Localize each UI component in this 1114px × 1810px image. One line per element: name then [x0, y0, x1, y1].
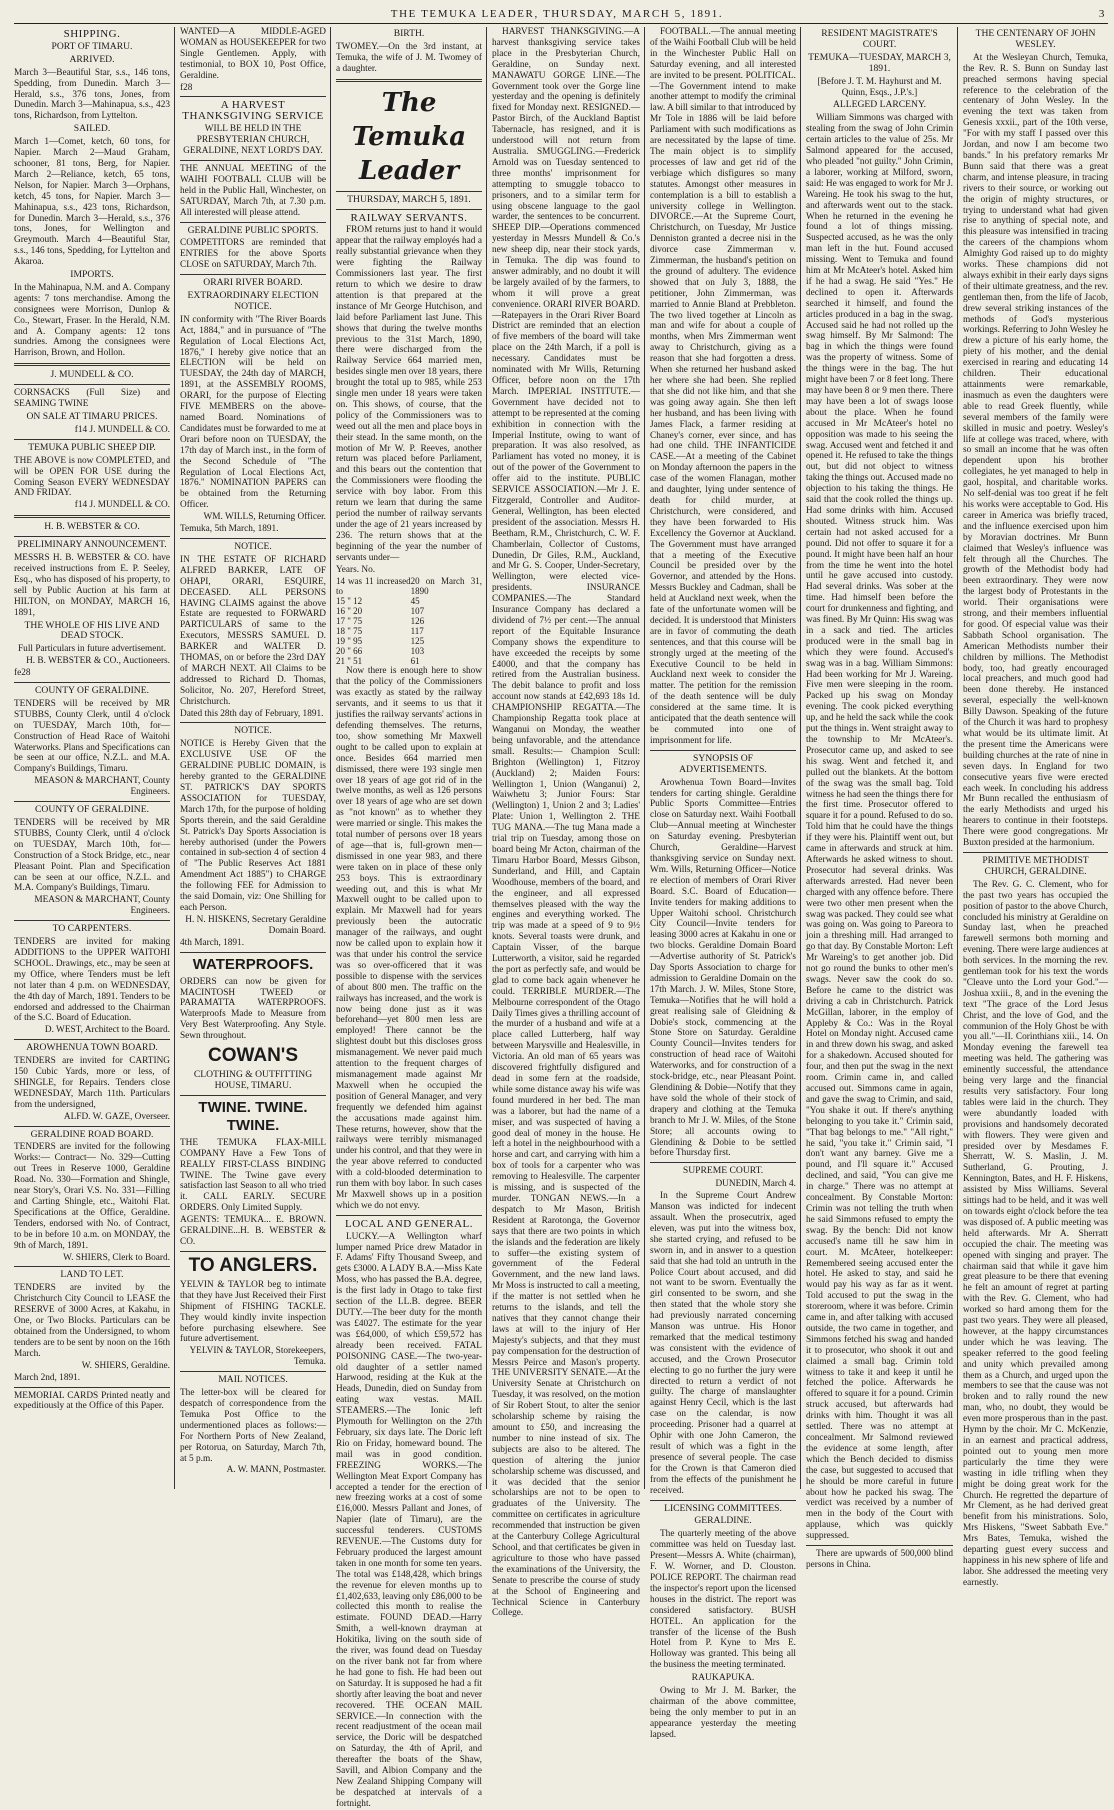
advert-text: TENDERS are invited by the Christchurch City Council to LEASE the RESERVE of 3000 Acres, at Kakahu, in One, or Two Blocks. Particulars can be obtained from the Undersigned, to whom tenders are to be sent by noon on the 16th March. — [14, 1283, 170, 1359]
divider — [336, 1215, 482, 1216]
advert-text: THE ANNUAL MEETING of the WAIHI FOOTBALL CLUB will be held in the Public Hall, Winchester, on SATURDAY, March 7th, at 7.30 p.m. All interested will please attend. — [180, 163, 326, 218]
divider — [650, 1162, 796, 1163]
advert-agents: AGENTS: TEMUKA... E. BROWN. GERALDINE...H. B. WEBSTER & CO. — [180, 1215, 326, 1247]
column-7 — [963, 27, 1108, 1588]
divider — [336, 209, 482, 210]
advert-text: IN conformity with "The River Boards Act, 1884," and in pursuance of "The Regulation of Local Elections Act, 1876," I hereby give notice that an ELECTION will be held on TUESDAY, the 24th day of MARCH, 1891, at the ASSEMBLY ROOMS, ORARI, for the purpose of Electing FIVE MEMBERS on the above-named Board. Nominations of Candidates must be forwarded to me at Orari before noon on TUESDAY, the 17th day of March inst., in the form of the Second Schedule of "The Regulation of Local Elections Act, 1876." NOMINATION PAPERS can be obtained from the Returning Officer. — [180, 314, 326, 511]
divider — [180, 1251, 326, 1252]
advert-signature: MEASON & MARCHANT, County Engineers. — [34, 776, 170, 798]
article-text: There are upwards of 500,000 blind persons in China. — [806, 1549, 953, 1570]
advert-text: ORDERS can now be given for MACINTOSH TWEED or PARAMATTA WATERPROOFS. Waterproofs Made to Measure from Very Best Waterproofing. Any Style. Sewn throughout. — [180, 976, 326, 1042]
page-number: 3 — [1098, 8, 1106, 20]
twine-heading: TWINE. TWINE. TWINE. — [198, 1098, 308, 1134]
divider — [180, 160, 326, 161]
article-subheading: RAUKAPUKA. — [691, 1672, 755, 1684]
table-row: 20 " 66 103 — [336, 646, 425, 657]
column-rule — [486, 27, 487, 1489]
article-bench: [Before J. T. M. Hayhurst and M. Quinn, Esqs., J.P.'s.] — [817, 76, 942, 98]
article-text: Owing to Mr J. M. Barker, the chairman of the above committee, being the only member to put in an appearance yesterday the meeting lapsed. — [650, 1686, 796, 1740]
advert-text: WANTED—A MIDDLE-AGED WOMAN as HOUSEKEEPER for two Single Gentlemen. Apply, with testimonial, to BOX 10, Post Office, Geraldine. — [180, 27, 326, 81]
advert-signature: WM. WILLS, Returning Officer. — [203, 512, 326, 523]
table-row: 19 " 95 125 — [336, 636, 425, 647]
column-rule — [800, 27, 801, 1489]
advert-text: TENDERS will be received by MR STUBBS, County Clerk, until 4 o'clock on TUESDAY, March 10th, for— Construction of Head Race of Waitohi Waterworks. Plans and Specifications can be seen at our office, N.Z.L. and M.A. Company's Buildings, Timaru. — [14, 698, 170, 775]
cowan-name: COWAN'S — [207, 1045, 299, 1067]
advert-text: TENDERS are invited for CARTING 150 Cubic Yards, more or less, of SHINGLE, for Repairs. Tenders close WEDNESDAY, March 11th. Particulars from the undersigned, — [14, 1056, 170, 1110]
anglers-heading: TO ANGLERS. — [188, 1254, 318, 1276]
column-rule — [330, 27, 331, 1489]
article-text: In the Supreme Court Andrew Manson was indicted for indecent assault. When the prosecutrix, aged eleven, was put into the witness box, she started crying, and refused to be sworn in, and in answer to a question said that she had told an untruth in the Police Court about accused, and did not want to be sworn. Eventually the girl consented to be sworn, and she then stated that the whole story she had previously narrated concerning Manson was untrue. His Honor remarked that the medical testimony was consistent with the evidence of accused, and the Crown Prosecutor electing to go no further the jury were directed to return a verdict of not guilty. The charge of manslaughter against Henry Cecil, which is the last case on the calendar, is now proceeding. Prisoner had a quarrel at Ophir with one John Cameron, the result of which was a fight in the presence of several people. The case for the Crown is that Cameron died from the effects of the punishment he received. — [650, 1191, 796, 1496]
advert-heading: ORARI RIVER BOARD. — [203, 277, 303, 289]
article-heading: THE CENTENARY OF JOHN WESLEY. — [975, 28, 1096, 50]
advert-heading: GERALDINE PUBLIC SPORTS. — [187, 224, 319, 236]
waterproofs-heading: WATERPROOFS. — [192, 955, 314, 973]
advert-heading: COUNTY OF GERALDINE. — [35, 685, 149, 697]
advert-signature: f14 J. MUNDELL & CO. — [74, 500, 170, 511]
divider — [180, 1371, 326, 1372]
advert-signature: W. SHIERS, Geraldine. — [81, 1360, 170, 1371]
divider — [14, 1266, 170, 1267]
divider — [180, 274, 326, 275]
advert-signature: D. WEST, Architect to the Board. — [44, 1025, 170, 1036]
arrived-label: ARRIVED. — [69, 53, 115, 65]
advert-signature: ALFD. W. GAZE, Overseer. — [63, 1111, 170, 1122]
advert-headline: CORNSACKS (Full Size) and SEAMING TWINE — [14, 388, 170, 410]
divider — [14, 439, 170, 440]
table-heading: Years. No. — [336, 564, 376, 575]
article-text: FOOTBALL.—The annual meeting of the Waihi Football Club will be held in the Winchester Public Hall on Saturday evening, and all interested are invited to be present. POLITICAL.—The Government intend to make another attempt to modify the criminal law. A bill similar to that introduced by Mr Tole in 1886 will be laid before Parliament with such modifications as are necessitated by the lapse of time. The main object is to simplify processes of law and get rid of the verbiage which disfigures so many statutes. Amongst other measures in contemplation is a bill to establish a university college in Wellington. DIVORCE.—At the Supreme Court, Christchurch, on Tuesday, Mr Justice Denniston granted a decree nisi in the divorce case Zimmerman v. Zimmerman, the husband's petition on the ground of adultery. The evidence showed that on July 3, 1888, the petitioner, John Zimmerman, was married to Annie Bland at Prebbleton. The two lived together at Lincoln as man and wife for about a couple of months, when Mrs Zimmerman went away to Christchurch, giving as a reason that she had forgotten a dress. When she returned her husband asked her where she had been. She replied that she did not like him, and that she was going away again. She then left her husband, and has been living with James Flack, a farmer residing at Chaney's corner, ever since, and has had one child. THE INFANTICIDE CASE.—At a meeting of the Cabinet on Monday afternoon the papers in the case of the women Flanagan, mother and daughter, lying under sentence of death for child murder, at Christchurch, were considered, and they have been forwarded to His Excellency the Governor at Auckland. The Government must have arranged that a meeting of the Executive Council be presided over by the Governor, and attended by the Hons. Messrs Buckley and Cadman, shall be held at Auckland next week, when the fate of the unfortunate women will be decided. It is understood that Ministers are in favor of commuting the death sentences, and that this course will be strongly urged at the meeting of the Executive Council to be held in Auckland next week to consider the matter. The petition for the remission of the death sentence will be duly considered at the same time. It is anticipated that the death sentence will be commuted into one of imprisonment for life. — [650, 27, 796, 746]
masthead — [0, 8, 1114, 20]
advert-text: IN THE ESTATE OF RICHARD ALFRED BARKER, LATE OF OHAPI, ORARI, ESQUIRE, DECEASED. ALL PERSONS HAVING CLAIMS against the above Estate are requested to FORWARD PARTICULARS of same to the Executors, MESSRS SAMUEL D. BARKER and WALTER D. THOMAS, on or before the 23rd DAY of MARCH NEXT. All Claims to be addressed to Richard D. Thomas, Solicitor, No. 207, Hereford Street, Christchurch. — [180, 554, 326, 707]
article-subheading: ALLEGED LARCENY. — [832, 99, 927, 111]
divider — [650, 750, 796, 751]
advert-text: NOTICE is Hereby Given that the EXCLUSIVE USE OF the GERALDINE PUBLIC DOMAIN, is hereby granted to the GERALDINE ST. PATRICK'S DAY SPORTS ASSOCIATION for TUESDAY, March 17th, for the purpose of holding Sports therein, and the said Geraldine St. Patrick's Day Sports Association is hereby authorised (under the Powers contained in sub-section 4 of section 4 of "The Public Reserves Act 1881 Amendment Act 1885") to CHARGE the following FEE for Admission to the said Domain, viz: One Shilling for each Person. — [180, 739, 326, 913]
advert-date: 4th March, 1891. — [180, 937, 245, 948]
article-heading: LOCAL AND GENERAL. — [344, 1217, 474, 1230]
column-5 — [650, 27, 796, 1740]
table-row: 16 " 20 107 — [336, 606, 425, 617]
advert-text: YELVIN & TAYLOR beg to intimate that they have Just Received their First Shipment of FISHING TACKLE. They would kindly invite inspection before purchasing elsewhere. See future advertisement. — [180, 1279, 326, 1345]
article-text: HARVEST THANKSGIVING.—A harvest thanksgiving service takes place in the Presbyterian Church, Geraldine, on Sunday next. MANAWATU GORGE LINE.—The Government took over the Gorge line yesterday and the opening is definitely fixed for Monday next. RESIGNED.—Pastor Birch, of the Auckland Baptist Tabernacle, has resigned, and it is understood will not return from Australia. SMUGGLING.—Frederick Arnold was on Tuesday sentenced to three months' imprisonment for attempting to smuggle tobacco to prisoners, and to a similar term for using obscene language to the gaol warder, the sentences to be concurrent. SHEEP DIP.—Operations commenced yesterday in Messrs Mundell & Co.'s new sheep dip, near their stock yards, in Temuka. The dip was found to answer admirably, and no doubt it will be largely availed of by the farmers, to whom it will prove a great convenience. ORARI RIVER BOARD.—Ratepayers in the Orari River Board District are reminded that an election of five members of the board will take place on the 24th March, if a poll is necessary. Candidates must be nominated with Mr Wills, Returning Officer, before noon on the 17th March. IMPERIAL INSTITUTE.—Government have decided not to attempt to be represented at the coming exhibition in connection with the Imperial Institute, owing to want of preparation. It was also resolved, as Parliament has voted no money, it is out of the power of the Government to offer aid to the institute. PUBLIC SERVICE ASSOCIATION.—Mr J. E. Fitzgerald, Controller and Auditor-General, Wellington, has been elected president of the association. Messrs H. Beetham, R.M., Christchurch, C. W. F. Chamberlain, Collector of Customs, Dunedin, Dr Giles, R.M., Auckland, and Mr G. S. Cooper, Under-Secretary, Wellington, were elected vice-presidents. INSURANCE COMPANIES.—The Standard Insurance Company has declared a dividend of 7½ per cent.—The annual report of the Equitable Insurance Company shows the expenditure to have exceeded the receipts by some £4000, and that the company has retired from the Australian business. The debit balance to profit and loss account now stands at £42,693 18s 1d. CHAMPIONSHIP REGATTA.—The Championship Regatta took place at Wanganui on Monday, the weather being unfavorable, and the attendance small. Results:— Champion Scull: Brighton (Wellington) 1, Fitzroy (Auckland) 2; Maiden Fours: Wellington 1, Union (Wanganui) 2, Waiwhetu 3; Junior Fours: Star (Wellington) 1, Union 2 and 3; Ladies' Plate: Union 1, Wellington 2. THE TUG MANA.—The tug Mana made a trial trip on Tuesday, among those on board being Mr Acton, chairman of the Timaru Harbor Board, Messrs Gibson, Sunderland, and Hill, and Captain Woodhouse, members of the board, and the engineer, and all expressed themselves pleased with the way the engines and everything worked. The trip was made at a speed of 9 to 9½ knots. Several toasts were drunk, and Captain Visser, of the barque Lutterworth, a visitor, said he regarded the port as perfectly safe, and would be glad to come back again whenever he could. TERRIBLE MURDER.—The Melbourne correspondent of the Otago Daily Times gives a thrilling account of the murder of a husband and wife at a place called Lutterberg, half way between Marysville and Healesville, in Victoria. An old man of 65 years was discovered frightfully disfigured and dead in some fern at the roadside, while some distance away his wife was found murdered in her bed. The man was a laborer, but had the name of a miser, and was suspected of having a good deal of money in the house. He left a hotel in the neighbourhood with a horse and cart, and carrying with him a box of tools for a carpenter who was removing to Healesville. The carpenter is missing, and is suspected of the murder. TONGAN NEWS.—In a despatch to Mr Mason, British Resident at Rarotonga, the Governor says that there are two points in which the islands and the federation are likely to suffer—the existing system of government of the Federal Government, and the new land laws. Mr Moss is instructed to call a meeting, if the matter is not settled when he returns to the islands, and tell the natives that they cannot change their laws at will to the injury of Her Majesty's subjects, and that they must pay compensation for the destruction of Messrs Peirce and Mason's property. THE UNIVERSITY SENATE.—At the University Senate at Christchurch on Tuesday, it was resolved, on the motion of Sir Robert Stout, to alter the senior scholarship scheme by raising the amount to £50, and increasing the number to nine instead of six. The subjects are also to be altered. The question of altering the junior scholarship scheme was discussed, and it was decided that the senior scholarships are not to be open to graduates of the University. The committee on certificates in agriculture recommended that instruction be given at the Canterbury College Agricultural School, and that certificates be given in agriculture to those who have passed the examinations of the University, the Senate to prescribe the course of study at the School of Engineering and Technical Science in Canterbury College. — [492, 27, 640, 1619]
advert-signature: YELVIN & TAYLOR, Storekeepers, Temuka. — [189, 1346, 326, 1368]
advert-text: COMPETITORS are reminded that ENTRIES for the above Sports CLOSE on SATURDAY, March 7th. — [180, 238, 326, 271]
advert-text: MEMORIAL CARDS Printed neatly and expeditiously at the Office of this Paper. — [14, 1390, 170, 1412]
column-4 — [492, 27, 640, 1619]
advert-text: TENDERS are invited for the following Works:— Contract— No. 329—Cutting out Trees in Reserve 1000, Geraldine Road. No. 330—Formation and Shingle, near Story's, Orari V.S. No. 331—Filling and Carting Shingle, etc., Waitohi Flat. Specifications at the Office, Geraldine. Tenders, endorsed with No. of Contract, to be in before 10 a.m. on MONDAY, the 9th of March, 1891. — [14, 1142, 170, 1251]
advert-date: March 2nd, 1891. — [14, 1372, 81, 1383]
divider — [336, 191, 482, 192]
article-text: At the Wesleyan Church, Temuka, the Rev. R. S. Bunn on Sunday last preached sermons having special reference to the celebration of the centenary of John Wesley. In the evening the text was taken from Genesis xxxii., part of the 10th verse, "For with my staff I passed over this Jordan, and now I am become two bands." In his prefatory remarks Mr Bunn said that there was a great charm, and intense pleasure, in tracing rivers to their source, or working out the origin of mighty structures, or trying to understand what had given rise to anything of special note, and this pleasure was intensified in tracing the careers of the champions whom Almighty God raised up to do mighty works. These champions did not always exhibit in their early days signs of their ultimate greatness, and the rev. gentleman then, from the life of Jacob, drew several striking instances of the methods of God's mysterious workings. Referring to John Wesley he drew a picture of his early home, the piety of his mother, and the denial exercised in rearing and educating 14 children. Their educational attainments were remarkable, inasmuch as even the daughters were able to read Greek fluently, while several members of the family were skilled in music and poetry. Wesley's life at college was traced, where, with so small an income that he was often dependent upon his brother collegiates, he yet managed to help in gaol, hospital, and charitable works. No self-denial was too great if he felt his works were acceptable to God. His career in America was briefly traced, and the influence exercised upon him by Moravian doctrines. Mr Bunn claimed that Wesley's influence was felt through all the Churches. The growth of the Methodist body had been extraordinary. They were now the largest body of Protestants in the world. Their organisations were strong, and their members influential for good. Of especial value was their Sabbath School organisation. The American Methodists number their children by millions. The Methodist body, too, had greatly encouraged local preachers, and much good had been done thereby. He instanced several, especially the well-known Billy Dawson. Speaking of the future of the Church it was hard to prophesy what would be its ultimate limit. At the present time the Americans were building churches at the rate of nine in seven days. In England for two consecutive years five were erected each week. In concluding his address Mr Bunn recalled the enthusiasm of the early Methodists and urged his hearers to continue in their footsteps. There were good congregations. Mr Buxton presided at the harmonium. — [963, 52, 1108, 849]
advert-date: Temuka, 5th March, 1891. — [180, 524, 279, 535]
advert-heading: COUNTY OF GERALDINE. — [35, 804, 149, 816]
advertiser-name: H. B. WEBSTER & CO. — [44, 521, 140, 533]
advert-text: THE TEMUKA FLAX-MILL COMPANY Have a Few Tons of REALLY FIRST-CLASS BINDING TWINE. The Twine gave every satisfaction last Season to all who tried it. CALL EARLY. SECURE ORDERS. Only Limited Supply. — [180, 1137, 326, 1214]
column-2 — [180, 27, 326, 1485]
shipping-heading: SHIPPING. — [63, 28, 121, 40]
birth-text: TWOMEY.—On the 3rd instant, at Temuka, the wife of J. M. Twomey of a daughter. — [336, 41, 482, 74]
table-row: 21 " 51 61 — [336, 656, 420, 667]
imports-text: In the Mahinapua, N.M. and A. Company agents: 7 tons merchandise. Among the consignees were Morrison, Dunlop & Co., Stewart, Fraser. In the Herald, N.M. and A. Company agents: 12 tons sundries. Among the consignees were Harrison, Brown, and Hollon. — [14, 282, 170, 359]
sailed-list: March 1—Comet, ketch, 60 tons, for Napier. March 2—Maud Graham, schooner, 81 tons, Berg, for Napier. March 2—Reliance, ketch, 65 tons, Nelson, for Napier. March 3—Orphans, ketch, 45 tons, for Napier. March 3—Mahinapua, s.s., 423 tons, Richardson, for Dunedin. March 3—Herald, s.s., 376 tons, Jones, for Wellington and Greymouth. March 4—Beautiful Star, s.s., 146 tons, Spedding, for Lyttelton and Akaroa. — [14, 137, 170, 268]
nameplate: The Temuka Leader — [351, 87, 467, 186]
divider — [14, 1126, 170, 1127]
advert-heading: PRELIMINARY ANNOUNCEMENT. — [17, 539, 167, 551]
advert-heading: A HARVEST THANKSGIVING SERVICE — [182, 99, 324, 123]
advert-ref: f28 — [180, 82, 193, 93]
table-row: 15 " 12 45 — [336, 596, 420, 607]
article-heading: RESIDENT MAGISTRATE'S COURT. — [821, 28, 938, 50]
advert-text: The letter-box will be cleared for despatch of correspondence from the Temuka Post Office to the undermentioned places as follows:— For Northern Ports of New Zealand, per Rotorua, on Saturday, March 7th, at 5 p.m. — [180, 1388, 326, 1464]
divider — [14, 363, 170, 366]
advert-signature: MEASON & MARCHANT, County Engineers. — [34, 895, 170, 917]
advert-text: MESSRS H. B. WEBSTER & CO. have received instructions from E. P. Seeley, Esq., who has disposed of his property, to sell by Public Auction at his farm at HILTON, on MONDAY, MARCH 16, 1891, — [14, 553, 170, 618]
arrived-list: March 3—Beautiful Star, s.s., 146 tons, Spedding, from Dunedin. March 3—Herald, s.s., 376 tons, Jones, from Dunedin. March 3—Mahinapua, s.s., 423 tons, Richardson, from Lyttelton. — [14, 67, 170, 122]
article-dateline: DUNEDIN, March 4. — [715, 1179, 796, 1190]
advert-text: THE ABOVE is now COMPLETED, and will be OPEN FOR USE during the Coming Season EVERY WEDNESDAY AND FRIDAY. — [14, 455, 170, 499]
article-subheading: GERALDINE. — [694, 1515, 752, 1527]
divider — [336, 79, 482, 82]
divider — [14, 1039, 170, 1040]
advert-heading: MAIL NOTICES. — [218, 1374, 288, 1386]
divider — [14, 682, 170, 683]
article-text: FROM returns just to hand it would appear that the railway employés had a really substantial grievance when they were fighting the Railway Commissioners last year. The first return to which we desire to draw attention is that prepared at the instance of Mr George Hutchison, and laid before Parliament last June. This shows that during the twelve months previous to the 31st March, 1890, there were discharged from the Railway Service 664 married men, besides single men over 18 years, there brought the total up to 985, while 253 single men under 18 years were taken on. This shows, of course, that the policy of the Commissioners was to weed out all the men and place boys in their stead. In the same month, on the motion of Mr W. P. Reeves, another return was placed before Parliament, and this bears out the contention that the Commissioners were flooding the service with boy labor. From this return we learn that during the same period the number of railway servants under the age of 21 years increased by 236. The return shows that at the beginning of the year the number of servants under— — [336, 225, 482, 563]
advert-heading: TO CARPENTERS. — [52, 923, 132, 935]
divider — [806, 1545, 953, 1546]
article-text: Now there is enough here to show that the policy of the Commissioners was exactly as stated by the railway servants, and it seems to us that it justifies the railway servants' actions in defending themselves. The returns, too, show something Mr Maxwell ought to be called upon to explain at once. Besides 664 married men dismissed, there were 193 single men over 18 years of age got rid of in the twelve months, as well as 126 persons over 18 years of age who are set down as "not known" as to whether they were married or single. This makes the total number of persons over 18 years of age—that is, full-grown men—dismissed in one year 983, and there were taken on in place of these only 253 boys. This is extraordinary weeding out, and this is what Mr Maxwell ought to be called upon to explain. Mr Maxwell had for years previously been the autocratic manager of the railways, and ought now be called upon to explain how it was that under his control the service was so over-officered that it was possible to dispense with the services of about 800 men. The traffic on the railways has increased, and the work is now being done just as it was beforehand—yet 800 men less are employed! There cannot be the slightest doubt but this discloses gross mismanagement. We never paid much attention to the frequent charges of mismanagement made against Mr Maxwell when he occupied the position of General Manager, and very frequently we defended him against the accusations made against him. These returns, however, show that the railways were terribly mismanaged under his control, and that they were in the year above referred to conducted with a cold-blooded determination to run them with boy labor. In such cases Mr Maxwell shows up in a position which we do not envy. — [336, 666, 482, 1211]
masthead-rule — [14, 23, 1108, 24]
advert-heading: TEMUKA PUBLIC SHEEP DIP. — [28, 441, 156, 453]
divider — [180, 1095, 326, 1096]
masthead-title: THE TEMUKA LEADER, THURSDAY, MARCH 5, 1891. — [390, 8, 724, 20]
advert-signature: H. N. HISKENS, Secretary Geraldine Domain Board. — [185, 914, 326, 936]
table-row: 18 " 75 117 — [336, 626, 424, 637]
article-heading: PRIMITIVE METHODIST CHURCH, GERALDINE. — [982, 854, 1089, 877]
column-1 — [14, 27, 170, 1485]
advert-subline: ON SALE AT TIMARU PRICES. — [26, 411, 158, 422]
advert-text: Full Particulars in future advertisement. — [18, 644, 166, 655]
article-text: The quarterly meeting of the above committee was held on Tuesday last. Present—Messrs A. White (chairman), F. W. Worner, and D. Clouston. POLICE REPORT. The chairman read the inspector's report upon the licensed houses in the district. The report was considered satisfactory. BUSH HOTEL. An application for the transfer of the license of the Bush Hotel from P. Kyne to Mrs E. Holloway was granted. This being all the business the meeting terminated. — [650, 1529, 796, 1671]
divider — [14, 1387, 170, 1388]
divider — [963, 852, 1108, 853]
divider — [180, 96, 326, 97]
column-6 — [806, 27, 953, 1570]
table-row: 17 " 75 126 — [336, 616, 425, 627]
advert-text: TENDERS are invited for making ADDITIONS to the UPPER WAITOHI SCHOOL. Drawings, etc., may be seen at my Office, where Tenders must be left not later than 4 p.m. on WEDNESDAY, the 4th day of March, 1891. Tenders to be endorsed and addressed to the Chairman of the S.C. Board of Education. — [14, 937, 170, 1024]
railway-table — [336, 576, 482, 666]
article-heading: SUPREME COURT. — [682, 1165, 764, 1177]
table-row: 14 was 11 increased to 20 on March 31, 1890 — [336, 576, 482, 597]
column-rule — [174, 27, 175, 1489]
advert-heading: NOTICE. — [234, 540, 272, 552]
divider — [180, 222, 326, 223]
advert-ref: fe28 — [14, 668, 31, 679]
advert-caps: THE WHOLE OF HIS LIVE AND DEAD STOCK. — [24, 619, 160, 642]
advert-date: Dated this 28th day of February, 1891. — [180, 708, 324, 719]
advert-heading: NOTICE. — [234, 725, 272, 737]
column-rule — [644, 27, 645, 1489]
advert-signature: H. B. WEBSTER & CO., Auctioneers. — [26, 656, 170, 667]
issue-date: THURSDAY, MARCH 5, 1891. — [347, 193, 471, 205]
advert-signature: A. W. MANN, Postmaster. — [226, 1465, 326, 1476]
article-heading: SYNOPSIS OF ADVERTISEMENTS. — [679, 752, 767, 775]
birth-heading: BIRTH. — [393, 28, 425, 39]
divider — [180, 538, 326, 539]
divider — [14, 515, 170, 518]
advert-heading: LAND TO LET. — [60, 1269, 124, 1281]
column-3 — [336, 27, 482, 1809]
sailed-label: SAILED. — [73, 123, 111, 135]
advert-heading: AROWHENUA TOWN BOARD. — [26, 1042, 158, 1054]
article-dateline: TEMUKA—TUESDAY, MARCH 3, 1891. — [808, 51, 951, 74]
article-heading: LICENSING COMMITTEES. — [664, 1502, 782, 1514]
port-heading: PORT OF TIMARU. — [51, 40, 133, 52]
divider — [14, 384, 170, 385]
divider — [14, 801, 170, 802]
advert-subline: CLOTHING & OUTFITTING HOUSE, TIMARU. — [193, 1069, 313, 1091]
divider — [180, 722, 326, 723]
divider — [14, 536, 170, 537]
divider — [14, 920, 170, 921]
imports-label: IMPORTS. — [70, 269, 114, 281]
advert-subheading: EXTRAORDINARY ELECTION NOTICE. — [187, 290, 319, 312]
column-rule — [957, 27, 958, 1489]
article-heading: RAILWAY SERVANTS. — [350, 211, 468, 224]
advert-signature: W. SHIERS, Clerk to Board. — [63, 1252, 170, 1263]
advertiser-name: J. MUNDELL & CO. — [50, 369, 134, 381]
article-text: LUCKY.—A Wellington wharf lumper named Price drew Matador in F. Adams' Fifty Thousand Sweep, and gets £3000. A LADY B.A.—Miss Kate Moss, who has passed the B.A. degree, is the first lady in Otago to take first section of the LL.B. degree. BEER DUTY.—The beer duty for the month was £4027. The estimate for the year was £64,000, of which £59,572 has already been received. FATAL POISONING CASE.—The two-year-old daughter of a settler named Harwood, residing at the Kuk at the Heads, Dunedin, died on Sunday from eating wax vestas. MAIL STEAMERS.—The Ionic left Plymouth for Wellington on the 27th February, six days late. The Doric left Rio on Friday, homeward bound. The mail was in good condition. FREEZING WORKS.—The Wellington Meat Export Company has accepted a tender for the erection of new freezing works at a cost of some £16,000. Messrs Pallant and Jones, of Napier (late of Timaru), are the successful tenderers. CUSTOMS REVENUE.—The Customs duty for February produced the largest amount taken in one month for some ten years. The total was £148,428, which brings the revenue for eleven months up to £1,402,633, leaving only £86,000 to be collected this month to realise the estimate. FOUND DEAD.—Harry Smith, a well-known drayman at Hokitika, living on the south side of the river, was found dead on Tuesday on the river bank not far from where he had gone to fish. He had been out on Saturday. It is supposed he had a fit shortly after leaving the boat and never recovered. THE OCEAN MAIL SERVICE.—In connection with the recent readjustment of the ocean mail service, the Doric will be despatched on Saturday, the 4th of April, and thereafter the boats of the Shaw, Savill, and Albion Company and the New Zealand Shipping Company will be despatched at intervals of a fortnight. — [336, 1231, 482, 1809]
advert-text: WILL BE HELD IN THE PRESBYTERIAN CHURCH, GERALDINE, NEXT LORD'S DAY. — [183, 124, 323, 157]
divider — [180, 952, 326, 953]
advert-heading: GERALDINE ROAD BOARD. — [30, 1128, 154, 1140]
advert-signature: f14 J. MUNDELL & CO. — [74, 424, 170, 435]
advert-text: TENDERS will be received by MR STUBBS, County Clerk, until 4 o'clock on TUESDAY, March 10th, for— Construction of a Stock Bridge, etc., near Pleasant Point. Plan and Specification can be seen at our office, N.Z.L. and M.A. Company's Buildings, Timaru. — [14, 818, 170, 894]
article-text: William Simmons was charged with stealing from the swag of John Crimin certain articles to the value of 25s. Mr Salmond appeared for the accused, who pleaded "not guilty." John Crimin, a laborer, working at Milford, sworn, said: He was engaged to work for Mr J. Wareing. He took his swag to the hut, and afterwards went out to the stack. When he returned in the evening he found a lot of things missing. Suspected accused, as he was the only man left in the hut. Found accused missing. Went to Temuka and found him at Mr McAteer's hotel. Asked him if he had a swag. He said "Yes." He declined to open it. Afterwards searched it himself, and found the articles produced in a bag in the swag. Accused said he had not rolled up the swag himself. By Mr Salmond: The bag in which the things were found was the property of witness. Some of the things were in the bag. The hut might have been 7 or 8 feet long. There may have been 8 or 9 men there. There may have been a lot of swags loose about the place. When he found accused in Mr McAteer's hotel no opposition was made to his seeing the swag. Accused went and fetched it and opened it. He refused to take the things out, but did not object to witness taking the things out. Accused made no objection to his taking the things. He said that the cook rolled the things up. Had some drinks with him. Accused shouted. Witness struck him. Was certain had not asked accused for a pound. Did not offer to square it for a pound. It might have been half an hour from the time he went into the hotel until he gave accused into custody. Had several drinks. Was sober at the time. Had himself been before the court for drunkenness and fighting, and was fined. By Mr Quinn: His swag was in a sack and tied. The articles produced were in the small bag in which they were found. Accused's swag was in a bag. William Simmons: Had been working for Mr J. Wareing. Five men were sleeping in the room. Packed up his swag on Monday evening. The cook picked everything up, and he held the sack while the cook put the things in. Went straight away to the township to Mr McAteer's. Prosecutor came up, and asked to see his swag. Went and fetched it, and pulled out the blankets. At the bottom of the swag was the small bag. Told witness he had seen the things there for the first time. Prosecutor offered to square it for a pound. Refused to do so. Told him that he could have the things if they were his. Plaintiff went out, but came in afterwards and struck at him. Afterwards he asked witness to shout. Prosecutor had several drinks. Was afterwards arrested. Had never been charged with any offence before. There were two other men present when the swag was packed. They could see what was going on. Was going to Pareora to join a threshing mill. Had arranged to go that day. By Constable Morton: Left Mr Wareing's to get another job. Did not go round the bunks to other men's swags. Never saw the cook do so. Before he came to the district was driving a cab in Christchurch. Patrick McGillan, laborer, in the employ of Appleby & Co.: Was in the Royal Hotel on Monday night. Accused came in and threw down his swag, and asked for a shakedown. Accused shouted for four, and then put the swag in the next room. Crimin came in, and called accused out. Simmons came in again, and gave the swag to Crimin, and said, "You shake it out. If there's anything belonging to you take it." Crimin said, "That bag belongs to me." "All right," he said, "you take it." Crimin said, "I don't want any barney. Give me a pound, and I'll square it." Accused declined, and said, "You can give me in charge." There was no attempt at concealment. By Constable Morton: Crimin was not telling the truth when he said Simmons refused to empty the swag. By the bench: Did not know accused's name till he saw him in court. M. McAteer, hotelkeeper: Remembered seeing accused enter the hotel. He asked to stay, and said he would pay his way as far as it went. Told accused to put the swag in the storeroom, where it was before. Crimin came in, and after talking with accused outside, the two came in together, and Simmons fetched his swag and handed it to prosecutor, who shook it out and claimed a small bag. Crimin told witness to take it and keep it until he fetched the police. Afterwards he offered to square it for a pound. Crimin struck accused, but afterwards had drinks with him. Thought it was all settled. There was no attempt at concealment. Mr Salmond reviewed the evidence at some length, after which the Bench decided to dismiss the case, but suggested to accused that he should be more careful in future about how he packed his swag. The verdict was received by a number of men in the body of the Court with applause, which was quickly suppressed. — [806, 113, 953, 1542]
divider — [650, 1500, 796, 1501]
article-text: The Rev. G. C. Clement, who for the past two years has occupied the position of pastor to the above Church, concluded his ministry at Geraldine on Sunday last, when he preached farewell sermons both morning and evening. There were large audiences at both services. In the morning the rev. gentleman took for his text the words "Cleave unto the Lord your God."—Joshua xxiii., 8, and in the evening the text "The grace of the Lord Jesus Christ, and the love of God, and the communion of the Holy Ghost be with you all."—II. Corinthians xiii., 14. On Monday evening the farewell tea meeting was held. The gathering was eminently successful, the attendance being very large and the financial results very satisfactory. Four long tables were laid in the church. They were abundantly loaded with provisions and handsomely decorated with flowers. They were given and presided over by Mesdames F. Sherratt, W. S. Maslin, J. M. Sutherland, G. Prouting, J. Kennington, Bates, and H. F. Hiskens, assisted by Miss Williams. Several sittings had to be held, and it was well on towards eight o'clock before the tea was disposed of. A public meeting was held afterwards. Mr A. Sherratt occupied the chair. The meeting was opened with singing and prayer. The chairman said that while it gave him great pleasure to be there that evening he felt an amount of regret at parting with the Rev. G. Clement, who had worked so hard among them for the past two years. They were all pleased, however, at the happy circumstances under which he was leaving. The speaker referred to the good feeling and unity which prevailed among them as a Church, and urged upon the members to see that the cause was not broken and to rally round the new man, who, no doubt, they would be even more prosperous than in the past. Hymn by the choir. Mr C. McKenzie, in an earnest and practical address, pointed out to young men more particularly the time they were wasting in idle trifling when they might be doing great work for the Church. He regretted the departure of Mr Clement, as he had derived great benefit from his ministrations. Solo, Mrs Hiskens, "Sweet Sabbath Eve." Mrs Bates, Temuka, wished the departing guest every success and happiness in his new sphere of life and labor. She addressed the meeting very earnestly. — [963, 879, 1108, 1588]
article-text: Arowhenua Town Board—Invites tenders for carting shingle. Geraldine Public Sports Committee—Entries close on Saturday next. Waihi Football Club—Annual meeting at Winchester on Saturday evening. Presbyterian Church, Geraldine—Harvest thanksgiving service on Sunday next. Wm. Wills, Returning Officer—Notice re election of members of Orari River Board. S.C. Board of Education—Invite tenders for making additions to Upper Waitohi school. Christchurch City Council—Invite tenders for leasing 3000 acres at Kakahu in one or two blocks. Geraldine Domain Board—Advertise authority of St. Patrick's Day Sports Association to charge for admission to Geraldine Domain on the 17th March. J. W. Miles, Stone Store, Temuka—Notifies that he will hold a great realising sale of Gleidning & Dobie's stock, commencing at the Stone Store on Saturday. Geraldine County Council—Invites tenders for construction of head race of Waitohi Waterworks, and for construction of a stock-bridge, etc., near Pleasant Point. Glendining & Dobie—Notify that they have sold the whole of their stock of drapery and clothing at the Temuka branch to Mr J. W. Miles, of the Stone Store; all accounts owing to Glendining & Dobie to be settled before Thursday first. — [650, 777, 796, 1159]
